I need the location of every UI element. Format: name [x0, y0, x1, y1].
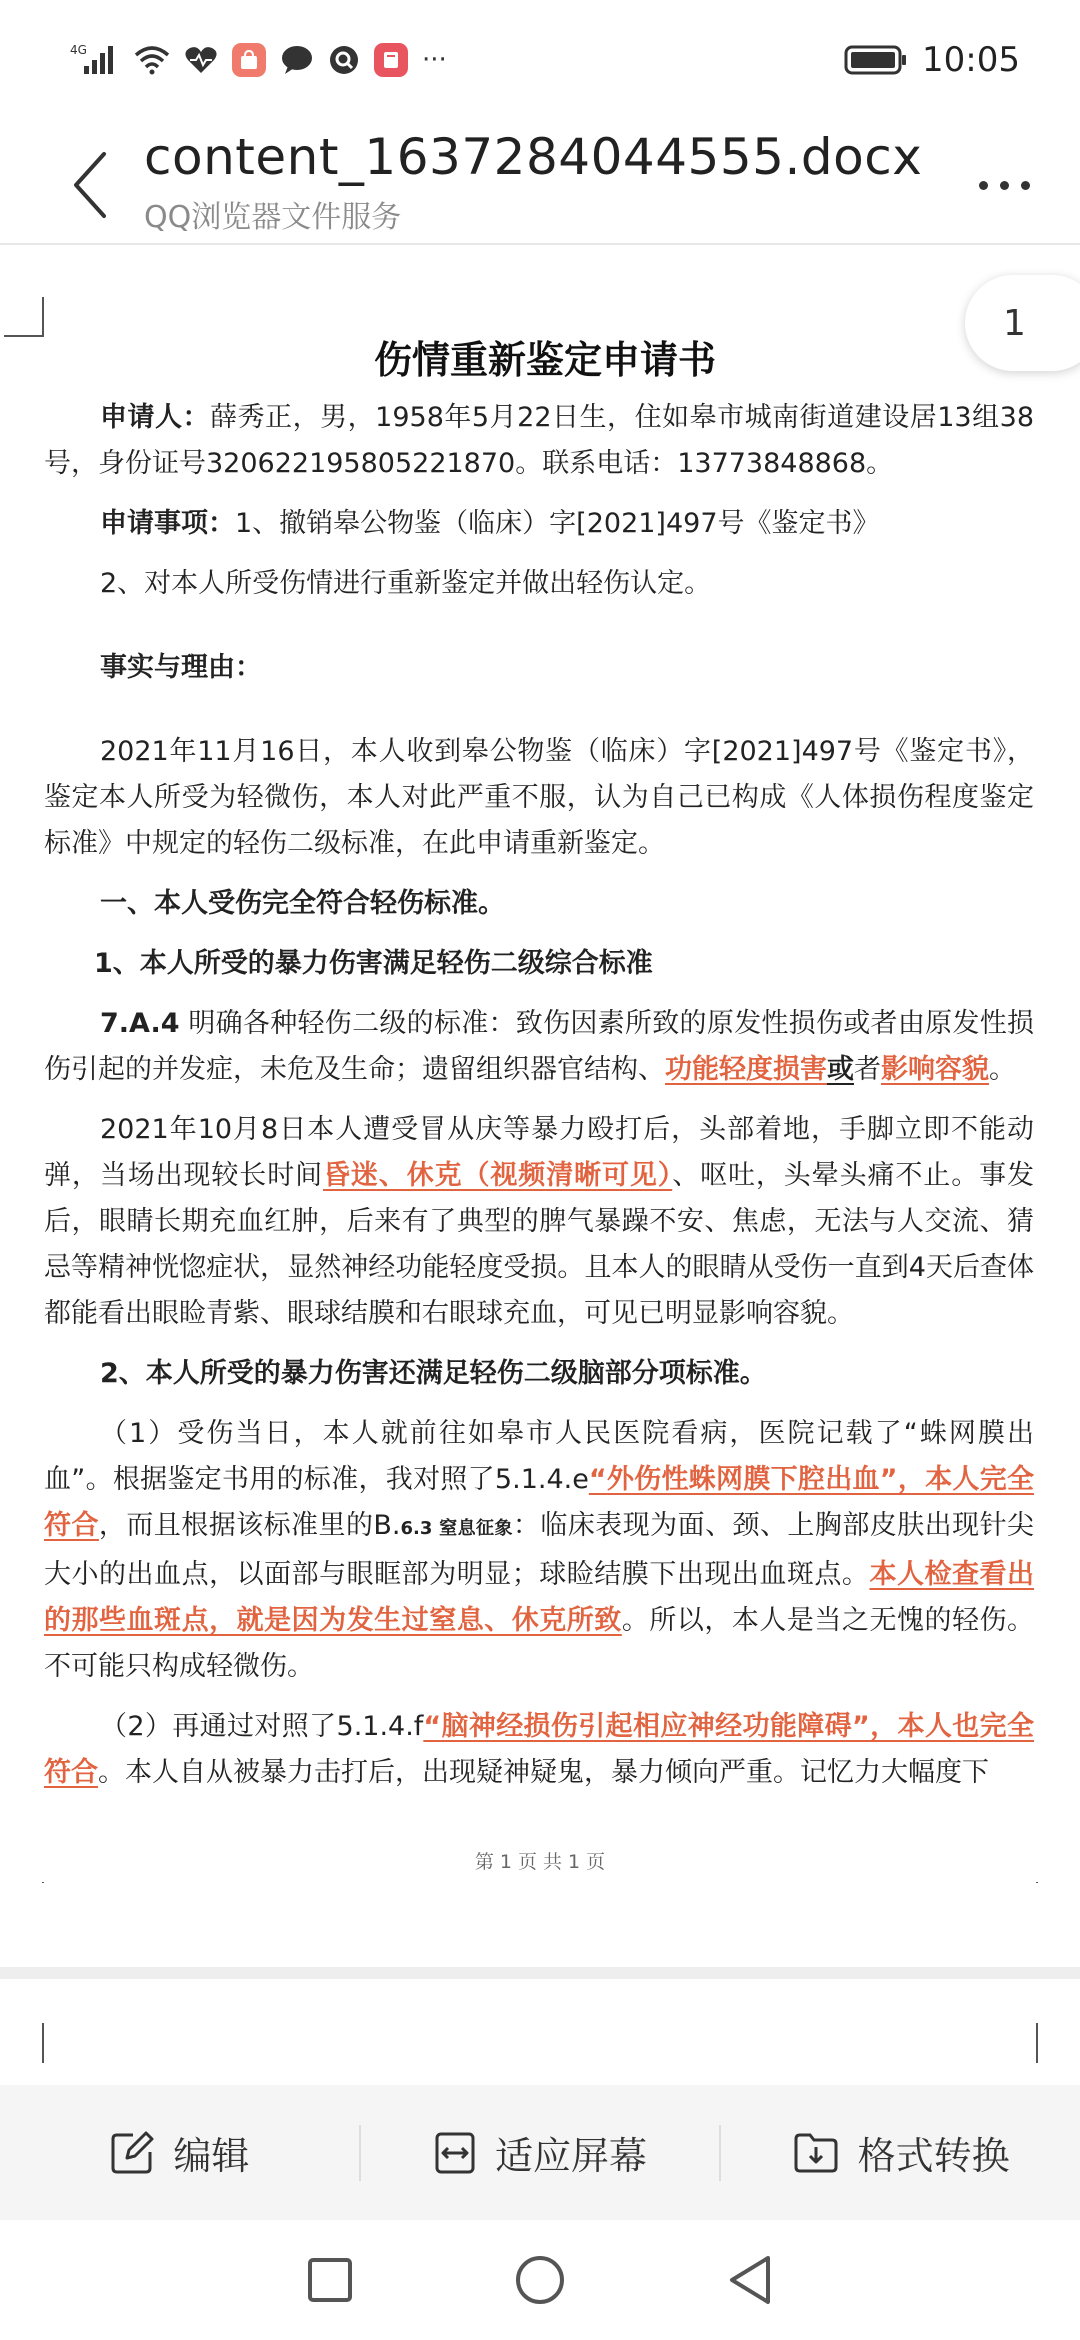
subsection-heading-2: 2、本人所受的暴力伤害还满足轻伤二级脑部分项标准。 — [100, 1358, 767, 1389]
battery-icon — [844, 44, 908, 76]
folder-download-icon — [792, 2131, 840, 2175]
evidence-text: （2）再通过对照了5.1.4.f — [100, 1711, 424, 1742]
clock: 10:05 — [922, 40, 1020, 80]
highlight-text: 功能轻度损害 — [665, 1054, 827, 1085]
home-button[interactable] — [510, 2250, 570, 2310]
evidence-text: （1）受伤当日，本人就前往如皋市人民医院看病，医院记载了“蛛网膜出血”。根据鉴定书用的标准，我对照了5.1.4.e — [44, 1418, 1034, 1495]
next-page — [0, 1979, 1080, 2085]
evidence-text: ，而且根据该标准里的B. — [98, 1510, 401, 1541]
page-separator — [0, 1967, 1080, 1979]
reader-app-icon — [374, 43, 408, 77]
evidence-text: 。所以，本人是当之无愧的轻伤。不可能只构成轻微伤。 — [44, 1605, 1035, 1682]
applicant-label: 申请人： — [100, 402, 211, 433]
page-footer: 第 1 页 共 1 页 — [0, 1842, 1080, 1882]
signal-icon — [70, 42, 120, 78]
standard-text: 者 — [854, 1054, 881, 1085]
file-title: content_1637284044555.docx — [144, 128, 923, 186]
chat-bubble-icon — [280, 44, 314, 76]
document-page — [0, 247, 1080, 1967]
heart-rate-icon — [184, 45, 218, 75]
evidence-text: 。本人自从被暴力击打后，出现疑神疑鬼，暴力倾向严重。记忆力大幅度下 — [98, 1757, 989, 1788]
standard-paragraph — [44, 1001, 1034, 1093]
more-options-button[interactable] — [964, 160, 1044, 210]
edit-icon — [109, 2130, 155, 2176]
app-header — [0, 120, 1080, 245]
facts-paragraph: 2021年11月16日，本人收到皋公物鉴（临床）字[2021]497号《鉴定书》，鉴定本人所受为轻微伤，本人对此严重不服，认为自己已构成《人体损伤程度鉴定标准》中规定的轻伤二级标准，在此申请重新鉴定。 — [44, 736, 1034, 859]
applicant-text: 薛秀正，男，1958年5月22日生，住如皋市城南街道建设居13组38号，身份证号320622195805221870。联系电话：13773848868。 — [44, 402, 1035, 479]
request-label: 申请事项： — [100, 508, 235, 539]
shopping-app-icon — [232, 43, 266, 77]
incident-paragraph — [44, 1107, 1034, 1337]
more-notifications-indicator: ··· — [422, 45, 447, 75]
standard-text: 。 — [989, 1054, 1016, 1085]
fit-screen-button[interactable] — [361, 2085, 720, 2220]
format-convert-label: 格式转换 — [857, 2134, 1010, 2178]
standard-code: 7.A.4 — [100, 1008, 180, 1039]
subsection-heading-1: 1、本人所受的暴力伤害满足轻伤二级综合标准 — [94, 948, 653, 979]
applicant-paragraph — [44, 395, 1034, 487]
back-button[interactable] — [60, 140, 120, 230]
wifi-icon — [134, 45, 170, 75]
fit-screen-icon — [433, 2131, 477, 2175]
request-paragraph — [44, 501, 1034, 547]
more-dot-icon — [1021, 181, 1030, 190]
document-body — [44, 395, 1034, 1810]
document-viewer[interactable] — [0, 247, 1080, 2085]
back-nav-button[interactable] — [720, 2250, 780, 2310]
recent-apps-button[interactable] — [300, 2250, 360, 2310]
evidence-paragraph-1 — [44, 1411, 1034, 1690]
section-heading-1: 一、本人受伤完全符合轻伤标准。 — [100, 888, 505, 919]
more-dot-icon — [979, 181, 988, 190]
evidence-paragraph-2 — [44, 1704, 1034, 1796]
more-dot-icon — [1000, 181, 1009, 190]
emphasis-text: 或 — [827, 1054, 854, 1085]
search-app-icon — [328, 44, 360, 76]
small-label: 6.3 窒息征象 — [400, 1518, 513, 1539]
document-title: 伤情重新鉴定申请书 — [373, 338, 716, 382]
highlight-text: “外伤性蛛网膜下腔出血”，本人完全符合 — [44, 1464, 1034, 1541]
system-navigation-bar — [0, 2220, 1080, 2340]
edit-label: 编辑 — [173, 2134, 250, 2178]
status-bar — [0, 0, 1080, 120]
incident-text: 、呕吐，头晕头痛不止。事发后，眼睛长期充血红肿，后来有了典型的脾气暴躁不安、焦虑，无法与人交流、猜忌等精神恍惚症状，显然神经功能轻度受损。且本人的眼睛从受伤一直到4天后查体都能看出眼睑青紫、眼球结膜和右眼球充血，可见已明显影响容貌。 — [44, 1160, 1035, 1329]
crop-mark — [1036, 2023, 1076, 2063]
square-icon — [307, 2257, 353, 2303]
request-item-1: 1、撤销皋公物鉴（临床）字[2021]497号《鉴定书》 — [235, 508, 880, 539]
network-type-label: 4G — [70, 43, 87, 57]
bottom-toolbar — [0, 2085, 1080, 2220]
highlight-text: “脑神经损伤引起相应神经功能障碍”，本人也完全符合 — [44, 1711, 1035, 1788]
highlight-text: 本人检查看出的那些血斑点，就是因为发生过窒息、休克所致 — [44, 1559, 1035, 1636]
file-source: QQ浏览器文件服务 — [144, 200, 402, 235]
edit-button[interactable] — [0, 2085, 359, 2220]
request-item-2: 2、对本人所受伤情进行重新鉴定并做出轻伤认定。 — [100, 568, 712, 599]
chevron-left-icon — [70, 150, 110, 220]
triangle-back-icon — [726, 2254, 774, 2306]
standard-text: 明确各种轻伤二级的标准：致伤因素所致的原发性损伤或者由原发性损伤引起的并发症，未危及生命；遗留组织器官结构、 — [44, 1008, 1034, 1085]
evidence-text: ：临床表现为面、颈、上胸部皮肤出现针尖大小的出血点，以面部与眼眶部为明显；球睑结膜下出现出血斑点。 — [44, 1510, 1035, 1590]
crop-mark — [4, 2023, 44, 2063]
circle-icon — [514, 2254, 566, 2306]
incident-text: 2021年10月8日本人遭受冒从庆等暴力殴打后，头部着地，手脚立即不能动弹，当场出现较长时间 — [44, 1114, 1034, 1191]
format-convert-button[interactable] — [721, 2085, 1080, 2220]
highlight-text: 昏迷、休克（视频清晰可见） — [323, 1160, 673, 1191]
highlight-text: 影响容貌 — [881, 1054, 989, 1085]
page-indicator[interactable]: 1 — [965, 275, 1080, 371]
facts-heading: 事实与理由： — [100, 652, 262, 683]
fit-screen-label: 适应屏幕 — [495, 2134, 648, 2178]
